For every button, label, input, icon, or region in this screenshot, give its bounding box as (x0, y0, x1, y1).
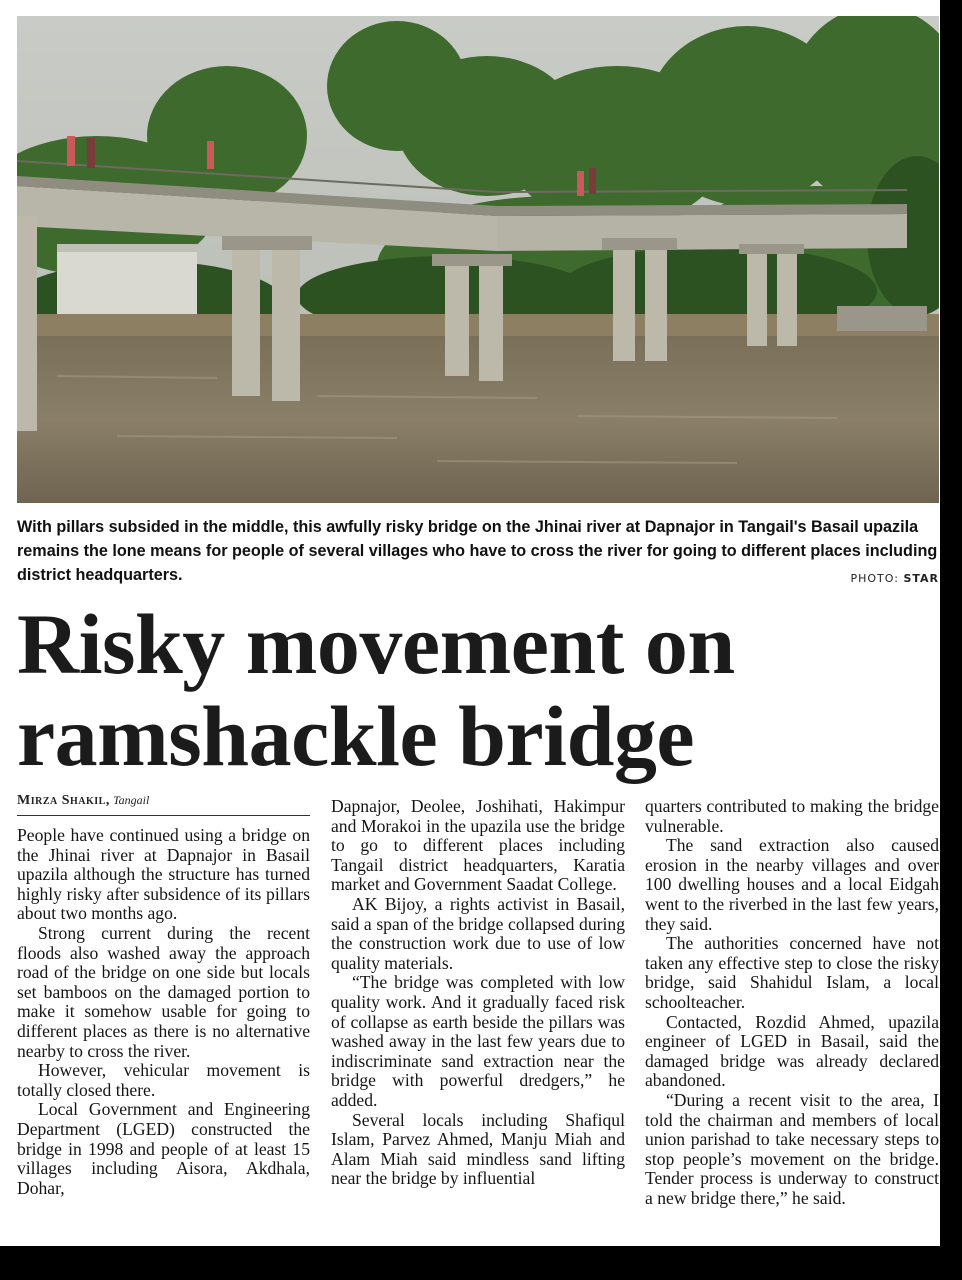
paragraph: “The bridge was completed with low quality work. And it gradually faced risk of collapse as earth beside the pillars was washed away in the last few years due to indiscriminate sand extraction near the bridge with powerful dredgers,” he added. (331, 972, 625, 1110)
bridge-river-photo-icon (17, 16, 939, 503)
paragraph: AK Bijoy, a rights activist in Basail, said a span of the bridge collapsed during the construction work due to use of low quality materials. (331, 893, 625, 973)
article-column-1 (17, 826, 310, 1198)
paragraph: Strong current during the recent floods also washed away the approach road of the bridge on one side but locals set bamboos on the damaged portion to make it somehow usable for going to different places as there is no alternative nearby to cross the river. (17, 922, 310, 1061)
paragraph: “During a recent visit to the area, I told the chairman and members of local union parishad to take necessary steps to stop people’s movement on the bridge. Tender process is underway to construct a new bridge there,” he said. (645, 1089, 939, 1208)
headline-line-1: Risky movement on (17, 596, 735, 692)
paragraph: quarters contributed to making the bridge vulnerable. (645, 796, 939, 836)
byline (17, 792, 149, 809)
paragraph: The sand extraction also caused erosion in the nearby villages and over 100 dwelling houses and a local Eidgah went to the riverbed in the last few years, they said. (645, 835, 939, 934)
photo-credit-source: STAR (903, 572, 939, 585)
photo-caption: With pillars subsided in the middle, this awfully risky bridge on the Jhinai river at Dapnajor in Tangail's Basail upazila remains the lone means for people of several villages who have to cross the river for going to different places including district headquarters. (17, 518, 938, 584)
paragraph: However, vehicular movement is totally closed there. (17, 1060, 310, 1100)
article-column-3 (645, 797, 939, 1208)
paragraph: People have continued using a bridge on the Jhinai river at Dapnajor in Basail upazila although the structure has turned highly risky after subsidence of its pillars about two months ago. (17, 825, 310, 924)
bridge-photo (17, 16, 939, 503)
photo-credit-label: PHOTO: (850, 572, 904, 585)
photo-credit (850, 572, 939, 585)
paragraph: Dapnajor, Deolee, Joshihati, Hakimpur and Morakoi in the upazila use the bridge to go to different places including Tangail district headquarters, Karatia market and Government Saadat College. (331, 796, 625, 895)
paragraph: Several locals including Shafiqul Islam, Parvez Ahmed, Manju Miah and Alam Miah said mindless sand lifting near the bridge by influential (331, 1109, 625, 1189)
headline (17, 598, 939, 782)
byline-author: Mirza Shakil, (17, 793, 110, 808)
article-column-2 (331, 797, 625, 1189)
paragraph: The authorities concerned have not taken any effective step to close the risky bridge, said Shahidul Islam, a local schoolteacher. (645, 933, 939, 1012)
byline-divider (17, 815, 310, 816)
paragraph: Local Government and Engineering Department (LGED) constructed the bridge in 1998 and people of at least 15 villages including Aisora, Akdhala, Dohar, (17, 1099, 310, 1198)
paragraph: Contacted, Rozdid Ahmed, upazila engineer of LGED in Basail, said the damaged bridge was already declared abandoned. (645, 1011, 939, 1091)
byline-place: Tangail (113, 793, 150, 807)
headline-line-2: ramshackle bridge (17, 688, 695, 784)
